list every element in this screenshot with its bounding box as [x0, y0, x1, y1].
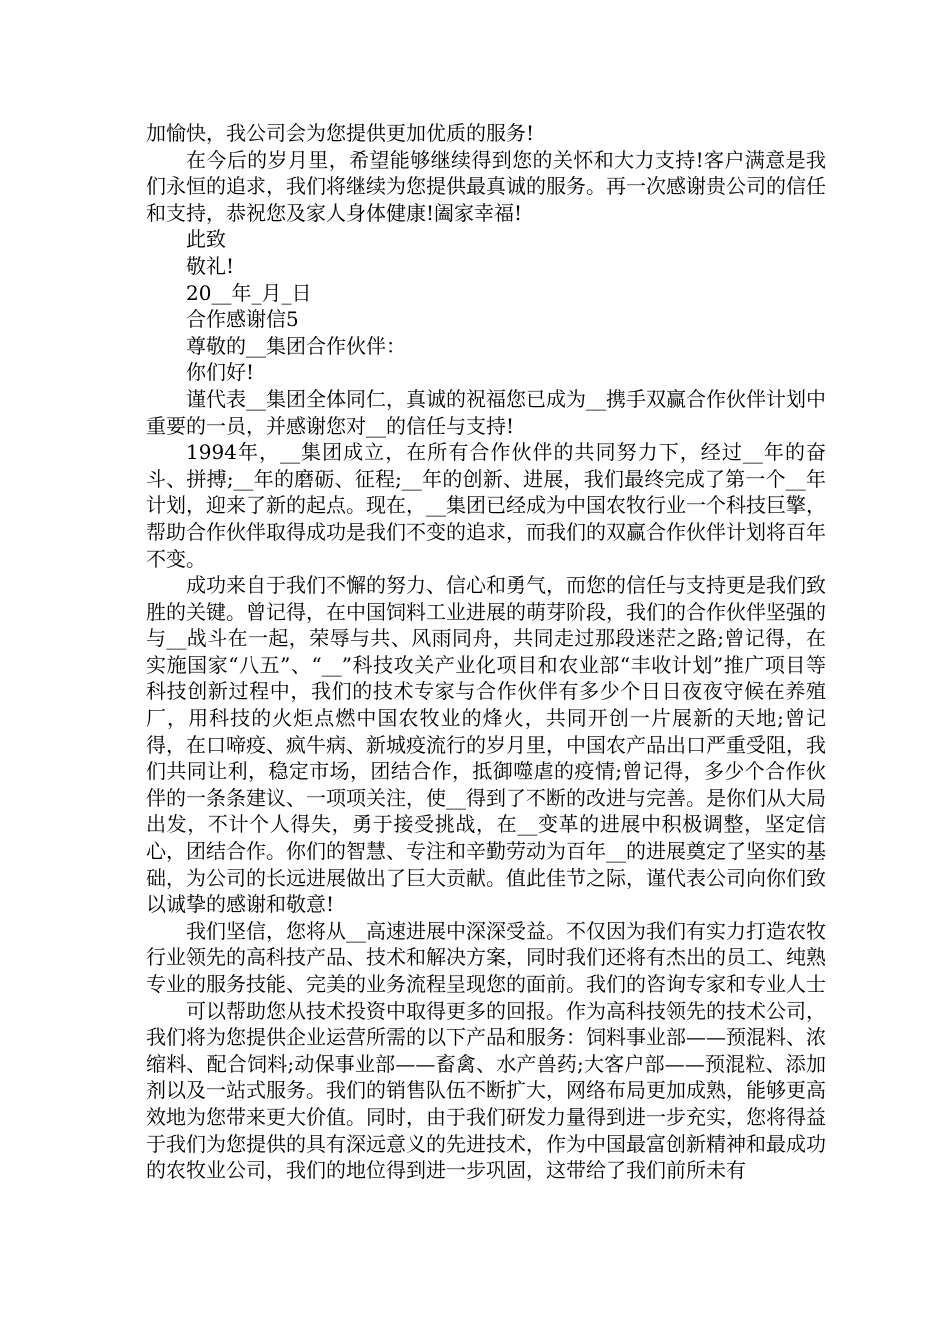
letter-body: [146, 120, 826, 1184]
paragraph-2: 在今后的岁月里，希望能够继续得到您的关怀和大力支持!客户满意是我们永恒的追求，我们将继续为您提供最真诚的服务。再一次感谢贵公司的信任和支持，恭祝您及家人身体健康!阖家幸福!: [146, 147, 826, 225]
recipient-salutation: 尊敬的__集团合作伙伴：: [186, 333, 406, 358]
greeting: 你们好!: [186, 360, 255, 385]
paragraph-11: 成功来自于我们不懈的努力、信心和勇气，而您的信任与支持更是我们致胜的关键。曾记得，在中国饲料工业进展的萌芽阶段，我们的合作伙伴坚强的与__战斗在一起，荣辱与共、风雨同舟，共同走过那段迷茫之路;曾记得，在实施国家“八五”、“__”科技攻关产业化项目和农业部“丰收计划”推广项目等科技创新过程中，我们的技术专家与合作伙伴有多少个日日夜夜守候在养殖厂，用科技的火炬点燃中国农牧业的烽火，共同开创一片展新的天地;曾记得，在口啼疫、疯牛病、新城疫流行的岁月里，中国农产品出口严重受阻，我们共同让利，稳定市场，团结合作，抵御噬虐的疫情;曾记得，多少个合作伙伴的一条条建议、一项项关注，使__得到了不断的改进与完善。是你们从大局出发，不计个人得失，勇于接受挑战，在__变革的进展中积极调整，坚定信心，团结合作。你们的智慧、专注和辛勤劳动为百年__的进展奠定了坚实的基础，为公司的长远进展做出了巨大贡献。值此佳节之际，谨代表公司向你们致以诚挚的感谢和敬意!: [146, 573, 826, 917]
paragraph-9: 谨代表__集团全体同仁，真诚的祝福您已成为__携手双赢合作伙伴计划中重要的一员，并感谢您对__的信任与支持!: [146, 386, 826, 438]
paragraph-10: 1994年，__集团成立，在所有合作伙伴的共同努力下，经过__年的奋斗、拼搏;__年的磨砺、征程;__年的创新、进展，我们最终完成了第一个__年计划，迎来了新的起点。现在，__集团已经成为中国农牧行业一个科技巨擎，帮助合作伙伴取得成功是我们不变的追求，而我们的双赢合作伙伴计划将百年不变。: [146, 440, 826, 571]
paragraph-13: 可以帮助您从技术投资中取得更多的回报。作为高科技领先的技术公司，我们将为您提供企业运营所需的以下产品和服务：饲料事业部——预混料、浓缩料、配合饲料;动保事业部——畜禽、水产兽药;大客户部——预混粒、添加剂以及一站式服务。我们的销售队伍不断扩大，网络布局更加成熟，能够更高效地为您带来更大价值。同时，由于我们研发力量得到进一步充实，您将得益于我们为您提供的具有深远意义的先进技术，作为中国最富创新精神和最成功的农牧业公司，我们的地位得到进一步巩固，这带给了我们前所未有: [146, 998, 826, 1183]
letter-heading: 合作感谢信5: [186, 307, 299, 332]
closing-regards: 敬礼!: [186, 253, 235, 278]
closing-salutation: 此致: [186, 227, 226, 252]
paragraph-12: 我们坚信，您将从__高速进展中深深受益。不仅因为我们有实力打造农牧行业领先的高科技产品、技术和解决方案，同时我们还将有杰出的员工、纯熟专业的服务技能、完美的业务流程呈现您的面前。我们的咨询专家和专业人士: [146, 918, 826, 996]
paragraph-1: 加愉快，我公司会为您提供更加优质的服务!: [146, 121, 535, 145]
date-line: 20__年_月_日: [186, 280, 312, 305]
